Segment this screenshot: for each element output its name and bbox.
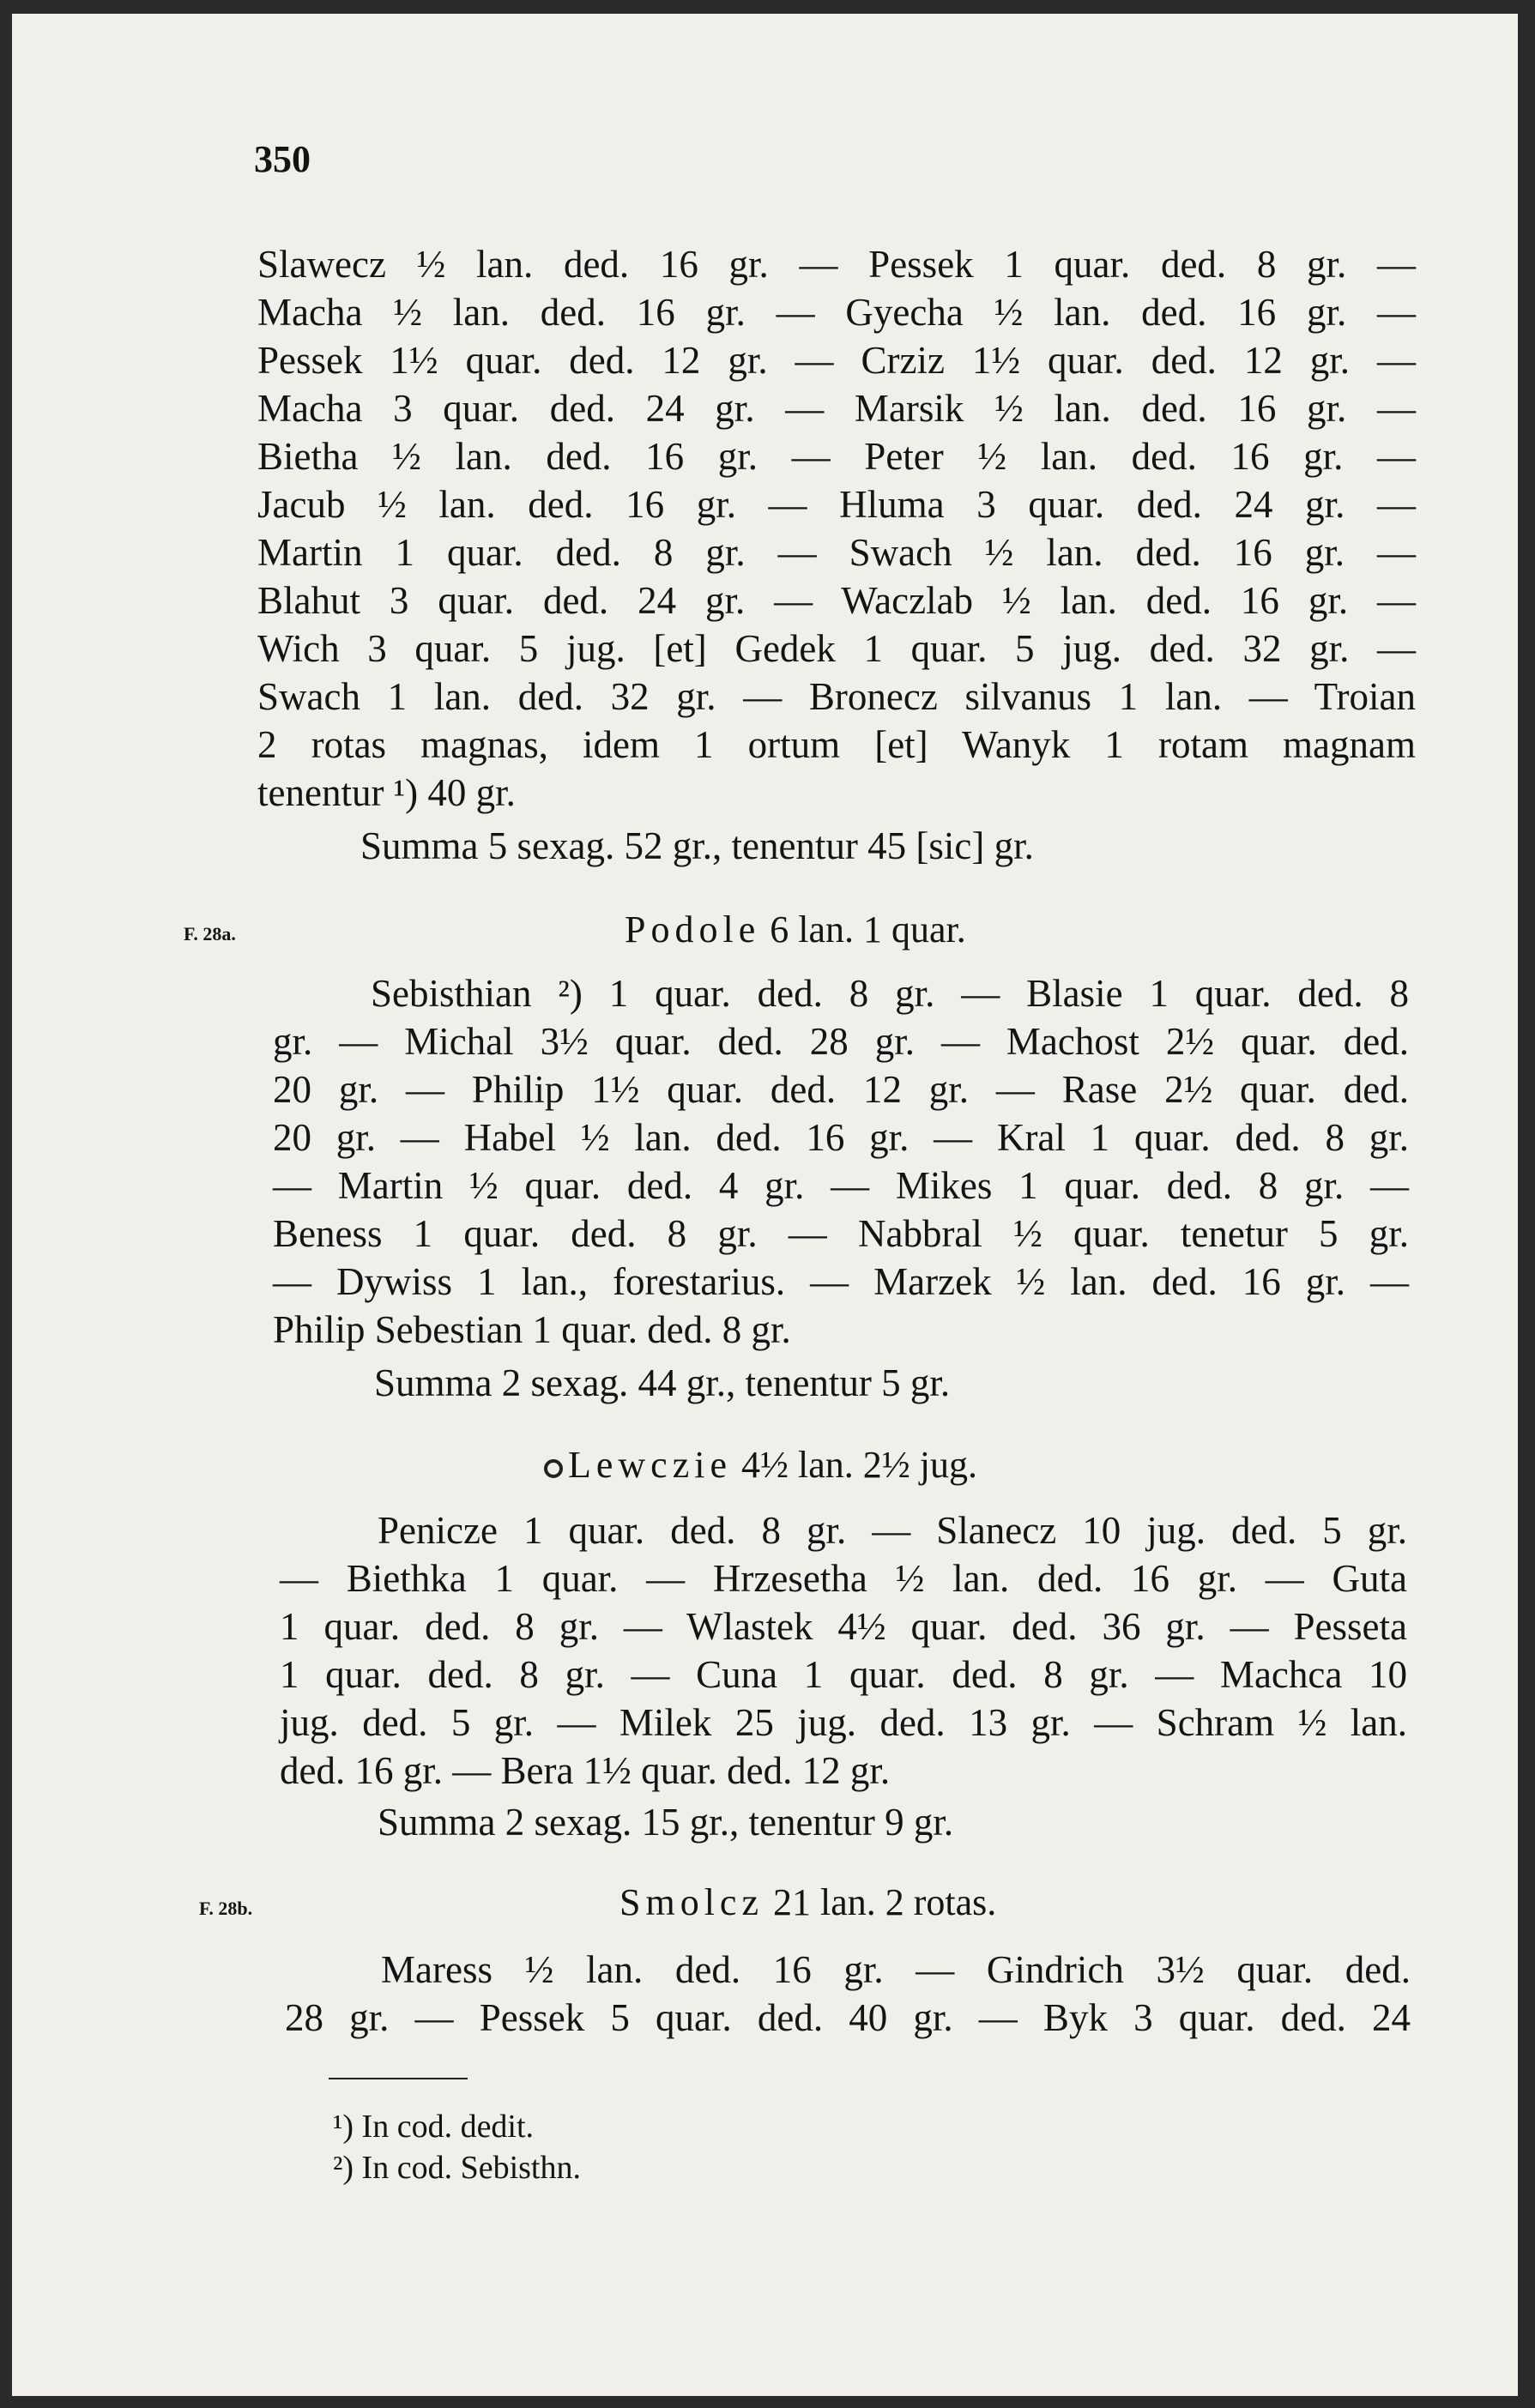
summa-line: Summa 2 sexag. 15 gr., tenentur 9 gr. — [378, 1801, 954, 1844]
circle-bullet-icon — [544, 1459, 563, 1478]
text-line: Pessek 1½ quar. ded. 12 gr. — Crziz 1½ quar. ded. 12 gr. — — [257, 339, 1416, 382]
text-line: 2 rotas magnas, idem 1 ortum [et] Wanyk 1 rotam magnam — [257, 723, 1416, 766]
text-line: Maress ½ lan. ded. 16 gr. — Gindrich 3½ quar. ded. — [381, 1948, 1411, 1991]
text-line: Penicze 1 quar. ded. 8 gr. — Slanecz 10 jug. ded. 5 gr. — [378, 1509, 1407, 1552]
footnote-rule — [329, 2078, 468, 2079]
text-line: Sebisthian ²) 1 quar. ded. 8 gr. — Blasie 1 quar. ded. 8 — [371, 972, 1409, 1015]
section-heading — [544, 1441, 977, 1489]
page-number: 350 — [254, 138, 311, 180]
text-line: 20 gr. — Philip 1½ quar. ded. 12 gr. — Rase 2½ quar. ded. — [273, 1068, 1409, 1111]
village-name: Lewczie — [568, 1444, 732, 1486]
text-line: Martin 1 quar. ded. 8 gr. — Swach ½ lan. ded. 16 gr. — — [257, 531, 1416, 574]
text-line: jug. ded. 5 gr. — Milek 25 jug. ded. 13 gr. — Schram ½ lan. — [280, 1701, 1407, 1744]
text-line: Beness 1 quar. ded. 8 gr. — Nabbral ½ quar. tenetur 5 gr. — [273, 1212, 1409, 1255]
footnote: ²) In cod. Sebisthn. — [333, 2150, 581, 2186]
village-area: 4½ lan. 2½ jug. — [741, 1444, 977, 1486]
village-area: 21 lan. 2 rotas. — [772, 1881, 997, 1923]
text-line: — Biethka 1 quar. — Hrzesetha ½ lan. ded. 16 gr. — Guta — [280, 1557, 1407, 1600]
text-line: — Dywiss 1 lan., forestarius. — Marzek ½ lan. ded. 16 gr. — — [273, 1260, 1409, 1303]
text-line: Slawecz ½ lan. ded. 16 gr. — Pessek 1 quar. ded. 8 gr. — — [257, 243, 1416, 286]
text-line: 20 gr. — Habel ½ lan. ded. 16 gr. — Kral 1 quar. ded. 8 gr. — [273, 1116, 1409, 1159]
summa-line: Summa 2 sexag. 44 gr., tenentur 5 gr. — [374, 1361, 951, 1404]
section-heading — [619, 1879, 996, 1927]
text-line: Macha 3 quar. ded. 24 gr. — Marsik ½ lan. ded. 16 gr. — — [257, 387, 1416, 430]
text-line: 1 quar. ded. 8 gr. — Wlastek 4½ quar. ded. 36 gr. — Pesseta — [280, 1605, 1407, 1648]
summa-line: Summa 5 sexag. 52 gr., tenentur 45 [sic] gr. — [360, 824, 1034, 867]
text-line: Jacub ½ lan. ded. 16 gr. — Hluma 3 quar. ded. 24 gr. — — [257, 483, 1416, 526]
text-line: Philip Sebestian 1 quar. ded. 8 gr. — [273, 1308, 791, 1351]
text-line: ded. 16 gr. — Bera 1½ quar. ded. 12 gr. — [280, 1749, 891, 1792]
text-line: tenentur ¹) 40 gr. — [257, 771, 516, 814]
text-line: 28 gr. — Pessek 5 quar. ded. 40 gr. — Byk 3 quar. ded. 24 — [285, 1996, 1411, 2039]
village-name: Podole — [625, 908, 761, 951]
village-name: Smolcz — [619, 1881, 764, 1923]
footnote: ¹) In cod. dedit. — [333, 2109, 535, 2145]
text-line: — Martin ½ quar. ded. 4 gr. — Mikes 1 quar. ded. 8 gr. — — [273, 1164, 1409, 1207]
folio-marker: F. 28b. — [199, 1898, 253, 1919]
text-line: Macha ½ lan. ded. 16 gr. — Gyecha ½ lan. ded. 16 gr. — — [257, 291, 1416, 334]
text-line: Blahut 3 quar. ded. 24 gr. — Waczlab ½ lan. ded. 16 gr. — — [257, 579, 1416, 622]
section-heading — [625, 906, 966, 954]
folio-marker: F. 28a. — [184, 923, 236, 944]
text-line: Bietha ½ lan. ded. 16 gr. — Peter ½ lan. ded. 16 gr. — — [257, 435, 1416, 478]
text-line: Wich 3 quar. 5 jug. [et] Gedek 1 quar. 5 jug. ded. 32 gr. — — [257, 627, 1416, 670]
text-line: 1 quar. ded. 8 gr. — Cuna 1 quar. ded. 8 gr. — Machca 10 — [280, 1653, 1407, 1696]
text-line: gr. — Michal 3½ quar. ded. 28 gr. — Machost 2½ quar. ded. — [273, 1020, 1409, 1063]
village-area: 6 lan. 1 quar. — [770, 908, 966, 951]
text-line: Swach 1 lan. ded. 32 gr. — Bronecz silvanus 1 lan. — Troian — [257, 675, 1416, 718]
